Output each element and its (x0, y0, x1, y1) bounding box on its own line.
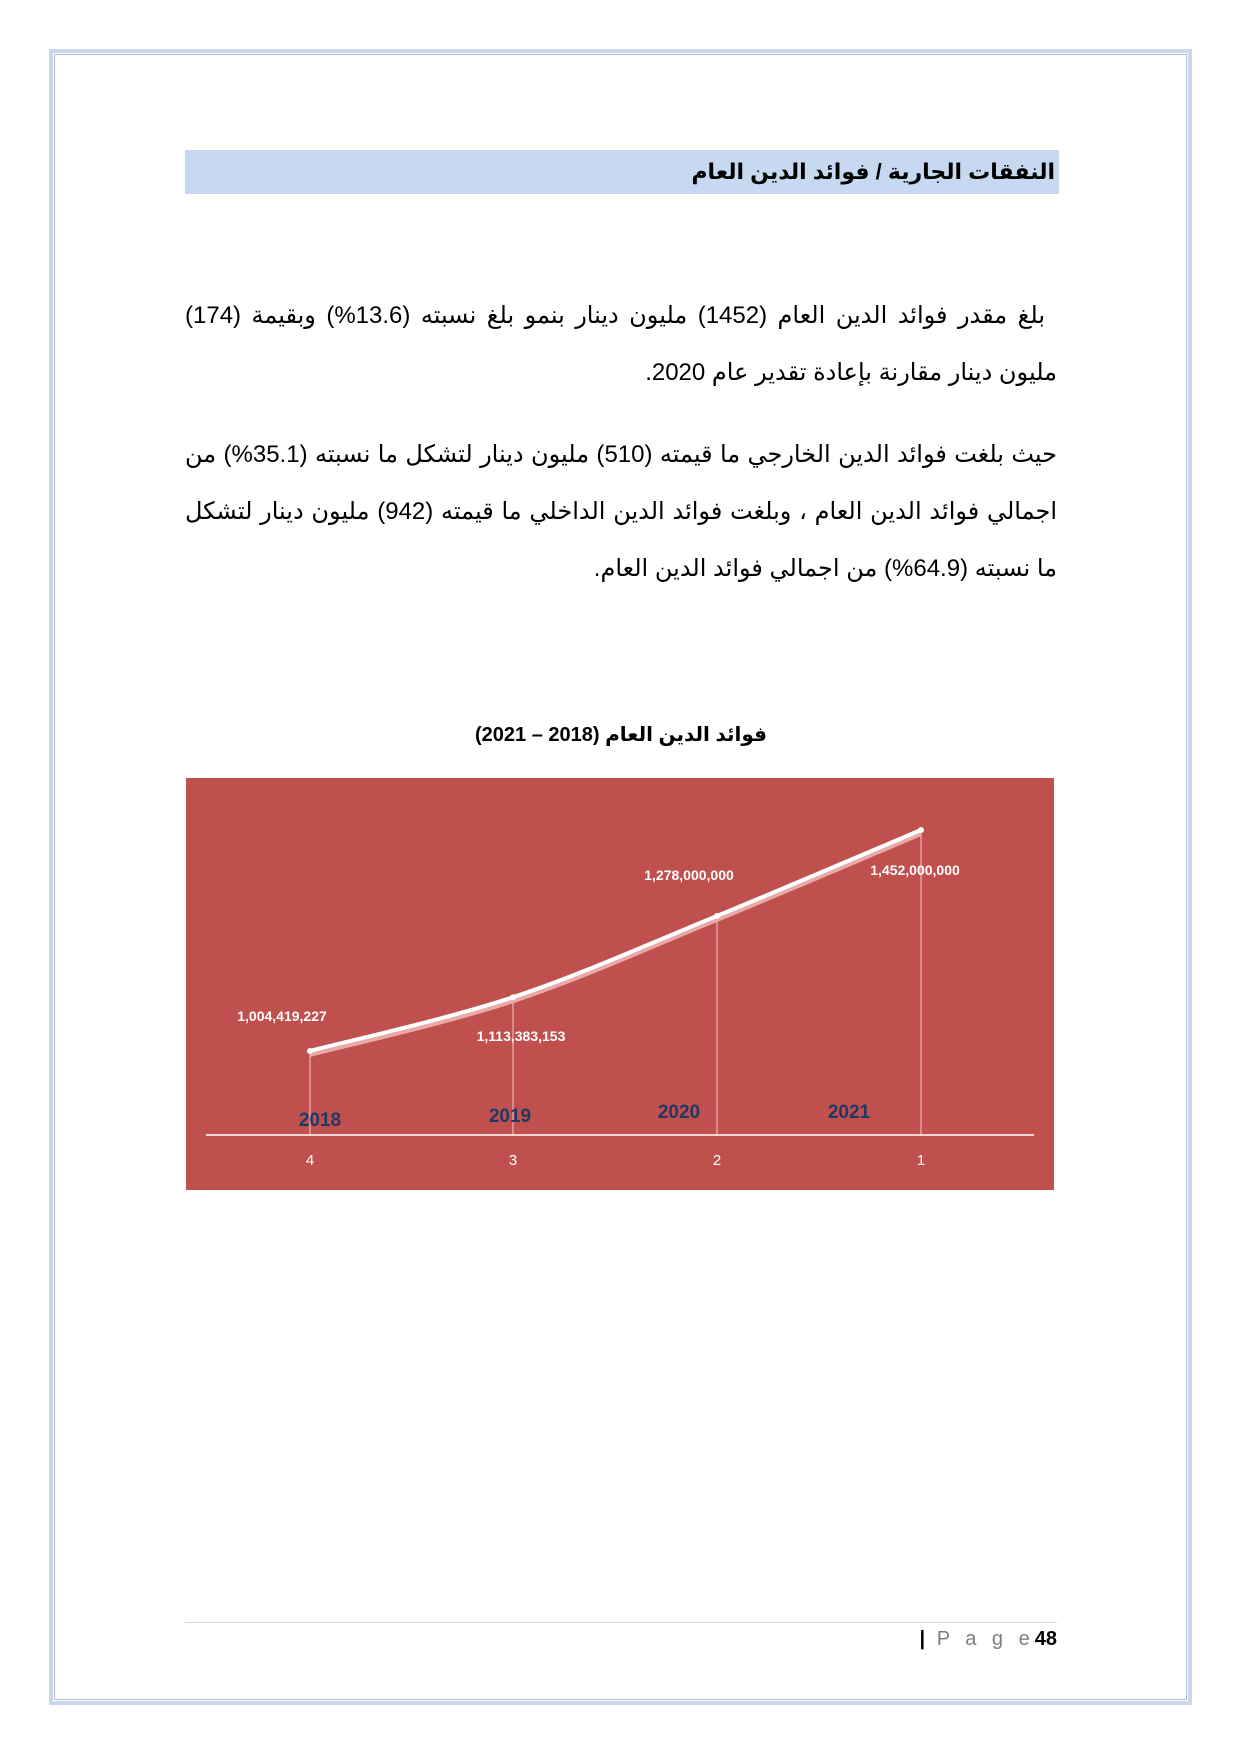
section-header (185, 150, 1059, 194)
paragraph-2: حيث بلغت فوائد الدين الخارجي ما قيمته (510) مليون دينار لتشكل ما نسبته (35.1%) من اجمالي فوائد الدين العام ، وبلغت فوائد الدين الداخلي ما قيمته (942) مليون دينار لتشكل ما نسبته (64.9%) من اجمالي فوائد الدين العام. (185, 441, 1057, 582)
footer-rule (185, 1622, 1057, 1623)
x-tick-label-4: 4 (305, 1152, 315, 1169)
data-point-2021 (918, 827, 924, 833)
year-label-2021: 2021 (827, 1102, 871, 1123)
year-label-2020: 2020 (657, 1102, 701, 1123)
data-point-2019 (510, 994, 516, 1000)
data-label-2019: 1,113,383,153 (476, 1028, 566, 1045)
line-chart (186, 778, 1054, 1190)
page-word: P a g e (936, 1628, 1035, 1650)
series-line (310, 830, 921, 1051)
paragraph-1: بلغ مقدر فوائد الدين العام (1452) مليون دينار بنمو بلغ نسبته (13.6%) وبقيمة (174) مليون دينار مقارنة بإعادة تقدير عام 2020. (185, 302, 1057, 386)
data-label-2020: 1,278,000,000 (644, 866, 734, 883)
x-tick-label-2: 2 (712, 1152, 722, 1169)
year-label-2019: 2019 (488, 1106, 532, 1127)
x-tick-label-1: 1 (916, 1152, 926, 1169)
footer-separator: | (919, 1628, 926, 1650)
page-footer (185, 1628, 1057, 1651)
data-label-2021: 1,452,000,000 (870, 862, 960, 878)
chart-canvas (186, 778, 1054, 1190)
chart-title: فوائد الدين العام (2018 – 2021) (474, 724, 768, 746)
section-title: النفقات الجارية / فوائد الدين العام (691, 159, 1055, 184)
year-label-2018: 2018 (298, 1110, 342, 1131)
data-point-2018 (307, 1048, 313, 1054)
page-number: 48 (1034, 1628, 1057, 1650)
data-point-2020 (714, 913, 720, 919)
x-tick-label-3: 3 (508, 1152, 518, 1169)
data-label-2018: 1,004,419,227 (237, 1008, 327, 1024)
